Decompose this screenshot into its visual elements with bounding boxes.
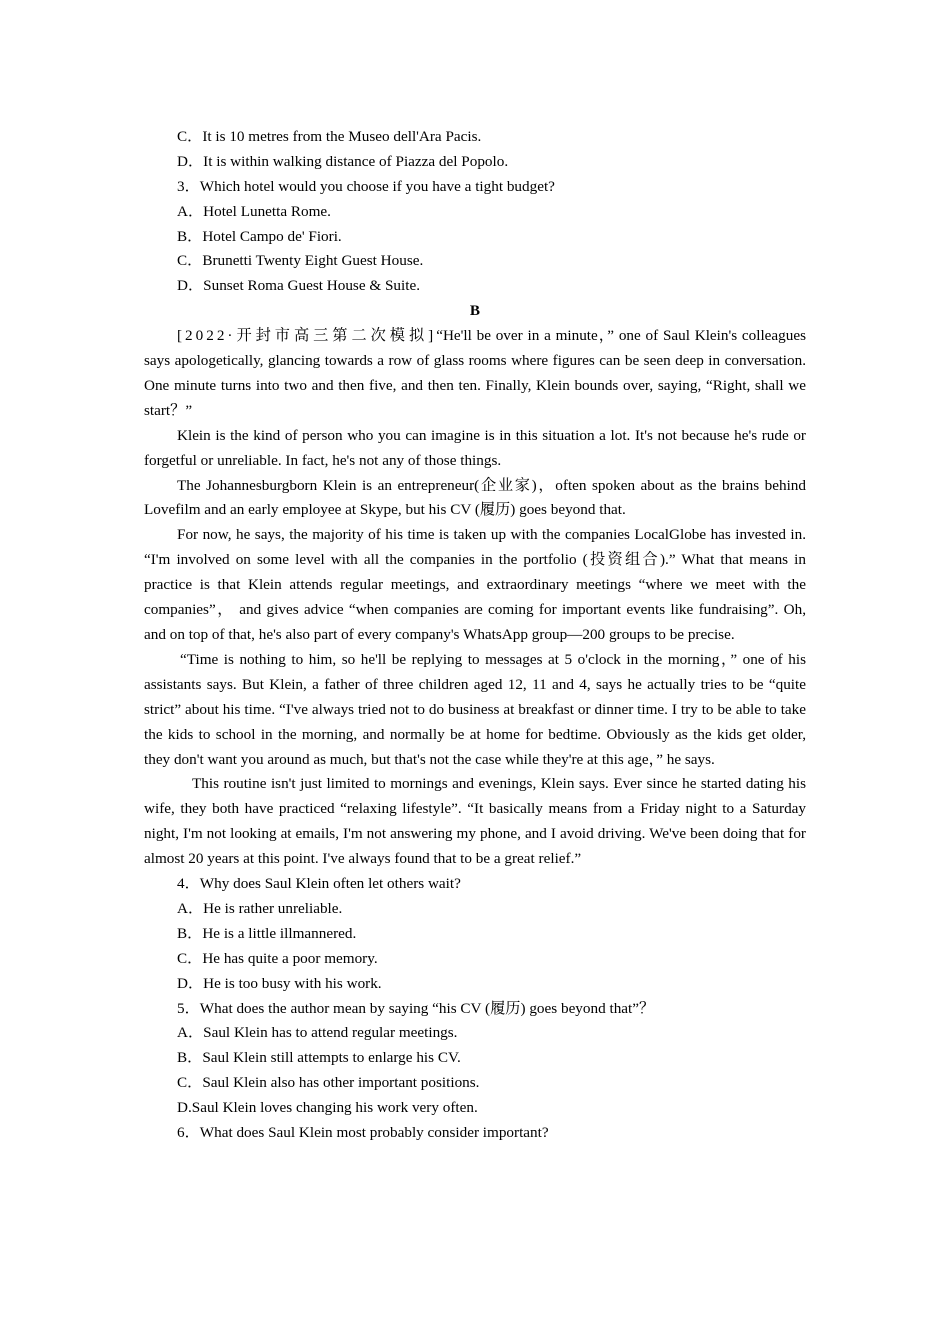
q4-option-a: A．He is rather unreliable.: [177, 899, 343, 917]
q3-stem: 3．Which hotel would you choose if you have a tight budget?: [177, 177, 555, 195]
q4-option-b: B．He is a little illmannered.: [177, 924, 357, 942]
q4-option-d: D．He is too busy with his work.: [177, 974, 382, 992]
passage-paragraph-2: Klein is the kind of person who you can imagine is in this situation a lot. It's not because he's rude or forgetful or unreliable. In fact, he's not any of those things.: [144, 426, 806, 469]
q5-stem: 5．What does the author mean by saying “his CV (履历) goes beyond that”？: [177, 999, 655, 1017]
passage-paragraph-3: The Johannesburgborn Klein is an entrepreneur(企业家)，often spoken about as the brains behind Lovefilm and an early employee at Skype, but his CV (履历) goes beyond that.: [144, 476, 806, 519]
passage-paragraph-4: For now, he says, the majority of his time is taken up with the companies LocalGlobe has invested in. “I'm involved on some level with all the companies in the portfolio (投资组合).” What that means in practice is that Klein attends regular meetings, and extraordinary meetings “where we meet with the companies”， and gives advice “when companies are coming for important events like fundraising”. Oh, and on top of that, he's also part of every company's WhatsApp group—200 groups to be precise.: [144, 526, 806, 643]
source-tag: [2022·开封市高三第二次模拟]: [177, 327, 437, 345]
q3-option-c: C．Brunetti Twenty Eight Guest House.: [177, 252, 424, 270]
passage-paragraph-1: [144, 324, 806, 424]
q3-option-a: A．Hotel Lunetta Rome.: [177, 202, 331, 220]
q5-option-c: C．Saul Klein also has other important positions.: [177, 1074, 480, 1092]
q5-option-b: B．Saul Klein still attempts to enlarge his CV.: [177, 1049, 461, 1067]
q3-option-b: B．Hotel Campo de' Fiori.: [177, 227, 342, 245]
q2-option-c: C．It is 10 metres from the Museo dell'Ara Pacis.: [177, 128, 482, 145]
exam-page: [144, 125, 806, 1146]
q5-option-d: D.Saul Klein loves changing his work very often.: [177, 1099, 478, 1117]
q2-option-d: D．It is within walking distance of Piazza del Popolo.: [177, 152, 509, 170]
q6-stem: 6．What does Saul Klein most probably consider important?: [177, 1123, 549, 1141]
q3-option-d: D．Sunset Roma Guest House & Suite.: [177, 277, 420, 295]
q5-option-a: A．Saul Klein has to attend regular meetings.: [177, 1024, 458, 1042]
passage-paragraph-1-text: “He'll be over in a minute，” one of Saul Klein's colleagues says apologetically, glancing towards a row of glass rooms where figures can be seen deep in conversation. One minute turns into two and then five, and then ten. Finally, Klein bounds over, saying, “Right, shall we start？”: [144, 327, 806, 419]
q4-option-c: C．He has quite a poor memory.: [177, 949, 378, 967]
passage-paragraph-6: This routine isn't just limited to mornings and evenings, Klein says. Ever since he started dating his wife, they both have practiced “relaxing lifestyle”. “It basically means from a Friday night to a Saturday night, I'm not looking at emails, I'm not answering my phone, and I avoid driving. We've been doing that for almost 20 years at this point. I've always found that to be a great relief.”: [144, 775, 806, 868]
section-label: B: [469, 302, 481, 320]
q4-stem: 4．Why does Saul Klein often let others wait?: [177, 875, 461, 893]
passage-paragraph-5: “Time is nothing to him, so he'll be replying to messages at 5 o'clock in the morning，” one of his assistants says. But Klein, a father of three children aged 12, 11 and 4, says he actually tries to be “quite strict” about his time. “I've always tried not to do business at breakfast or dinner time. I try to be able to take the kids to school in the morning, and normally be at home for bedtime. Obviously as the kids get older, they don't want you around as much, but that's not the case while they're at this age，” he says.: [144, 650, 806, 768]
